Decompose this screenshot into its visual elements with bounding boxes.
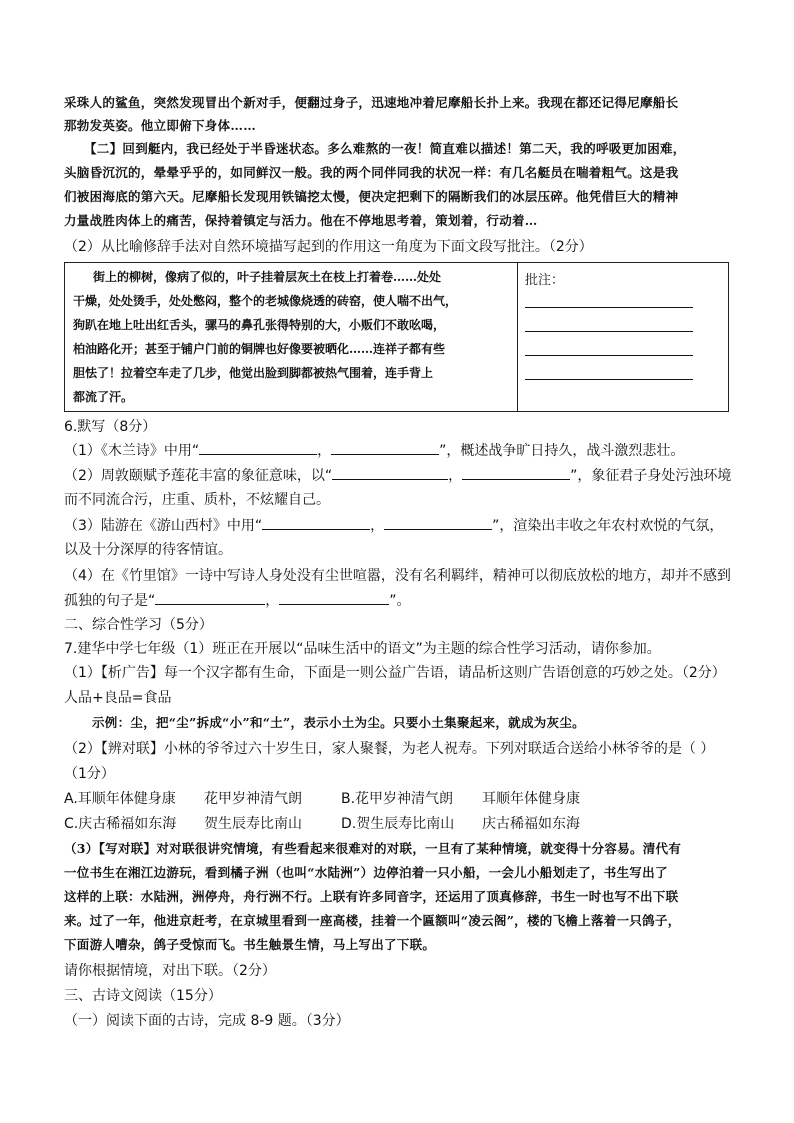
table-text-line-1: 街上的柳树，像病了似的，叶子挂着层灰土在枝上打着卷……处处 bbox=[93, 270, 442, 284]
q6-4-text-b: 孤独的句子是“ bbox=[64, 593, 156, 609]
question-7-3-instruction: 请你根据情境，对出下联。（2分） bbox=[64, 963, 276, 979]
q6-1-text-a: （1）《木兰诗》中用“ bbox=[64, 443, 200, 459]
option-a-line1: A.耳顺年体健身康 bbox=[64, 791, 176, 807]
passage2-line-4: 力量战胜肉体上的痛苦，保持着镇定与活力。他在不停地思考着，策划着，行动着… bbox=[64, 213, 538, 228]
section-2-title: 二、综合性学习（5分） bbox=[64, 617, 213, 633]
passage1-line-1: 采珠人的鲨鱼，突然发现冒出个新对手，便翻过身子，迅速地冲着尼摩船长扑上来。我现在都还记得尼摩船长 bbox=[64, 95, 679, 110]
example-text: 示例：尘，把“尘”拆成“小”和“土”，表示小土为尘。只要小土集聚起来，就成为灰尘。 bbox=[92, 715, 585, 730]
annotation-answer-line[interactable] bbox=[525, 355, 693, 356]
option-a[interactable] bbox=[64, 788, 176, 810]
answer-blank[interactable] bbox=[199, 440, 317, 455]
option-b-line2: 耳顺年体健身康 bbox=[482, 791, 580, 807]
passage1-line-2: 那勃发英姿。他立即俯下身体…… bbox=[64, 118, 257, 133]
answer-blank[interactable] bbox=[462, 465, 570, 480]
question-6-4: （4）在《竹里馆》一诗中写诗人身处没有尘世喧嚣，没有名利羁绊，精神可以彻底放松的地方，却并不感到 bbox=[64, 568, 731, 584]
table-text-line-2: 干燥，处处烫手，处处憋闷，整个的老城像烧透的砖窑，使人喘不出气， bbox=[73, 294, 458, 308]
section-3-title: 三、古诗文阅读（15分） bbox=[64, 988, 222, 1004]
passage2-line-2: 头脑昏沉沉的，晕晕乎乎的，如同鲜汉一般。我的两个同伴同我的状况一样：有几名艇员在喘着粗气。这是我 bbox=[64, 165, 679, 180]
section-6-title: 6.默写（8分） bbox=[64, 419, 157, 435]
question-6-3 bbox=[64, 515, 723, 537]
question-7: 7.建华中学七年级（1）班正在开展以“品味生活中的语文”为主题的综合性学习活动，请你参加。 bbox=[64, 641, 661, 657]
answer-blank[interactable] bbox=[332, 465, 448, 480]
option-a-line2: 花甲岁神清气朗 bbox=[204, 791, 302, 807]
q6-2-text-b: ， bbox=[448, 468, 463, 484]
passage2-line-1: 【二】回到艇内，我已经处于半昏迷状态。多么难熬的一夜！简直难以描述！第二天，我的呼吸更加困难， bbox=[84, 141, 686, 156]
option-b[interactable] bbox=[341, 788, 453, 810]
option-c[interactable] bbox=[64, 813, 176, 835]
annotation-answer-line[interactable] bbox=[525, 307, 693, 308]
passage2-line-3: 们被困海底的第六天。尼摩船长发现用铁镐挖太慢，便决定把剩下的隔断我们的冰层压碎。他凭借巨大的精神 bbox=[64, 189, 679, 204]
option-d[interactable] bbox=[341, 813, 454, 835]
table-text-line-3: 狗趴在地上吐出红舌头，骡马的鼻孔张得特别的大，小贩们不敢吆喝， bbox=[73, 318, 446, 332]
option-d-line2: 庆古稀福如东海 bbox=[482, 816, 580, 832]
option-c-line2: 贺生辰寿比南山 bbox=[204, 816, 302, 832]
annotation-answer-line[interactable] bbox=[525, 379, 693, 380]
question-7-2: （2）【辨对联】小林的爷爷过六十岁生日，家人聚餐，为老人祝寿。下列对联适合送给小林爷爷的是（ ） bbox=[64, 741, 715, 757]
question-6-2-cont: 而不同流合污，庄重、质朴，不炫耀自己。 bbox=[64, 492, 330, 508]
answer-blank[interactable] bbox=[384, 515, 492, 530]
question-6-4-cont bbox=[64, 590, 411, 612]
table-text-line-5: 胆怯了！拉着空车走了几步，他觉出脸到脚都被热气围着，连手背上 bbox=[73, 366, 434, 380]
table-text-line-4: 柏油路化开；甚至于铺户门前的铜牌也好像要被晒化……连祥子都有些 bbox=[73, 342, 446, 356]
question-7-3-line-2: 一位书生在湘江边游玩，看到橘子洲（也叫“水陆洲”）边停泊着一只小船，一会儿小船划走了，书生写出了 bbox=[64, 865, 668, 880]
ad-slogan: 人品+良品=食品 bbox=[64, 690, 172, 706]
question-2-prompt: （2）从比喻修辞手法对自然环境描写起到的作用这一角度为下面文段写批注。（2分） bbox=[64, 239, 593, 255]
annotation-label: 批注： bbox=[525, 273, 565, 288]
q6-3-text-b: ， bbox=[370, 518, 385, 534]
question-6-2 bbox=[64, 465, 731, 487]
question-7-2-score: （1分） bbox=[64, 766, 115, 782]
option-d-line1: D.贺生辰寿比南山 bbox=[341, 816, 455, 832]
q6-4-text-d: ”。 bbox=[389, 593, 411, 609]
q6-2-text-c: ”，象征君子身处污浊环境 bbox=[570, 468, 732, 484]
question-7-1: （1）【析广告】每一个汉字都有生命，下面是一则公益广告语，请品析这则广告语创意的巧妙之处。（2分） bbox=[64, 665, 726, 681]
answer-blank[interactable] bbox=[155, 590, 265, 605]
annotation-answer-line[interactable] bbox=[525, 331, 693, 332]
q6-4-text-c: ， bbox=[265, 593, 280, 609]
question-7-3-line-1: （3）【写对联】对对联很讲究情境，有些看起来很难对的对联，一旦有了某种情境，就变得十分容易。清代有 bbox=[64, 841, 682, 856]
q6-1-text-b: ， bbox=[317, 443, 332, 459]
question-6-1 bbox=[64, 440, 684, 462]
q6-2-text-a: （2）周敦颐赋予莲花丰富的象征意味，以“ bbox=[64, 468, 333, 484]
answer-blank[interactable] bbox=[331, 440, 439, 455]
question-7-3-line-5: 下面游人嘈杂，鸽子受惊而飞。书生触景生情，马上写出了下联。 bbox=[64, 937, 436, 952]
table-text-line-6: 都流了汗。 bbox=[73, 390, 134, 404]
answer-blank[interactable] bbox=[262, 515, 370, 530]
option-c-line1: C.庆古稀福如东海 bbox=[64, 816, 177, 832]
table-divider bbox=[517, 263, 518, 411]
option-b-line1: B.花甲岁神清气朗 bbox=[341, 791, 454, 807]
question-7-3-line-3: 这样的上联：水陆洲，洲停舟，舟行洲不行。上联有许多同音字，还运用了顶真修辞，书生一时也写不出下联 bbox=[64, 889, 679, 904]
q6-3-text-a: （3）陆游在《游山西村》中用“ bbox=[64, 518, 263, 534]
question-7-3-line-4: 来。过了一年，他进京赶考，在京城里看到一座高楼，挂着一个匾额叫“凌云阁”，楼的飞檐上落着一只鸽子， bbox=[64, 913, 681, 928]
section-3-sub-1: （一）阅读下面的古诗，完成 8-9 题。（3分） bbox=[64, 1013, 350, 1029]
q6-1-text-c: ”，概述战争旷日持久，战斗激烈悲壮。 bbox=[439, 443, 685, 459]
q6-3-text-c: ”，渲染出丰收之年农村欢悦的气氛， bbox=[492, 518, 724, 534]
answer-blank[interactable] bbox=[279, 590, 389, 605]
annotation-table bbox=[64, 262, 729, 412]
question-6-3-cont: 以及十分深厚的待客情谊。 bbox=[64, 542, 232, 558]
